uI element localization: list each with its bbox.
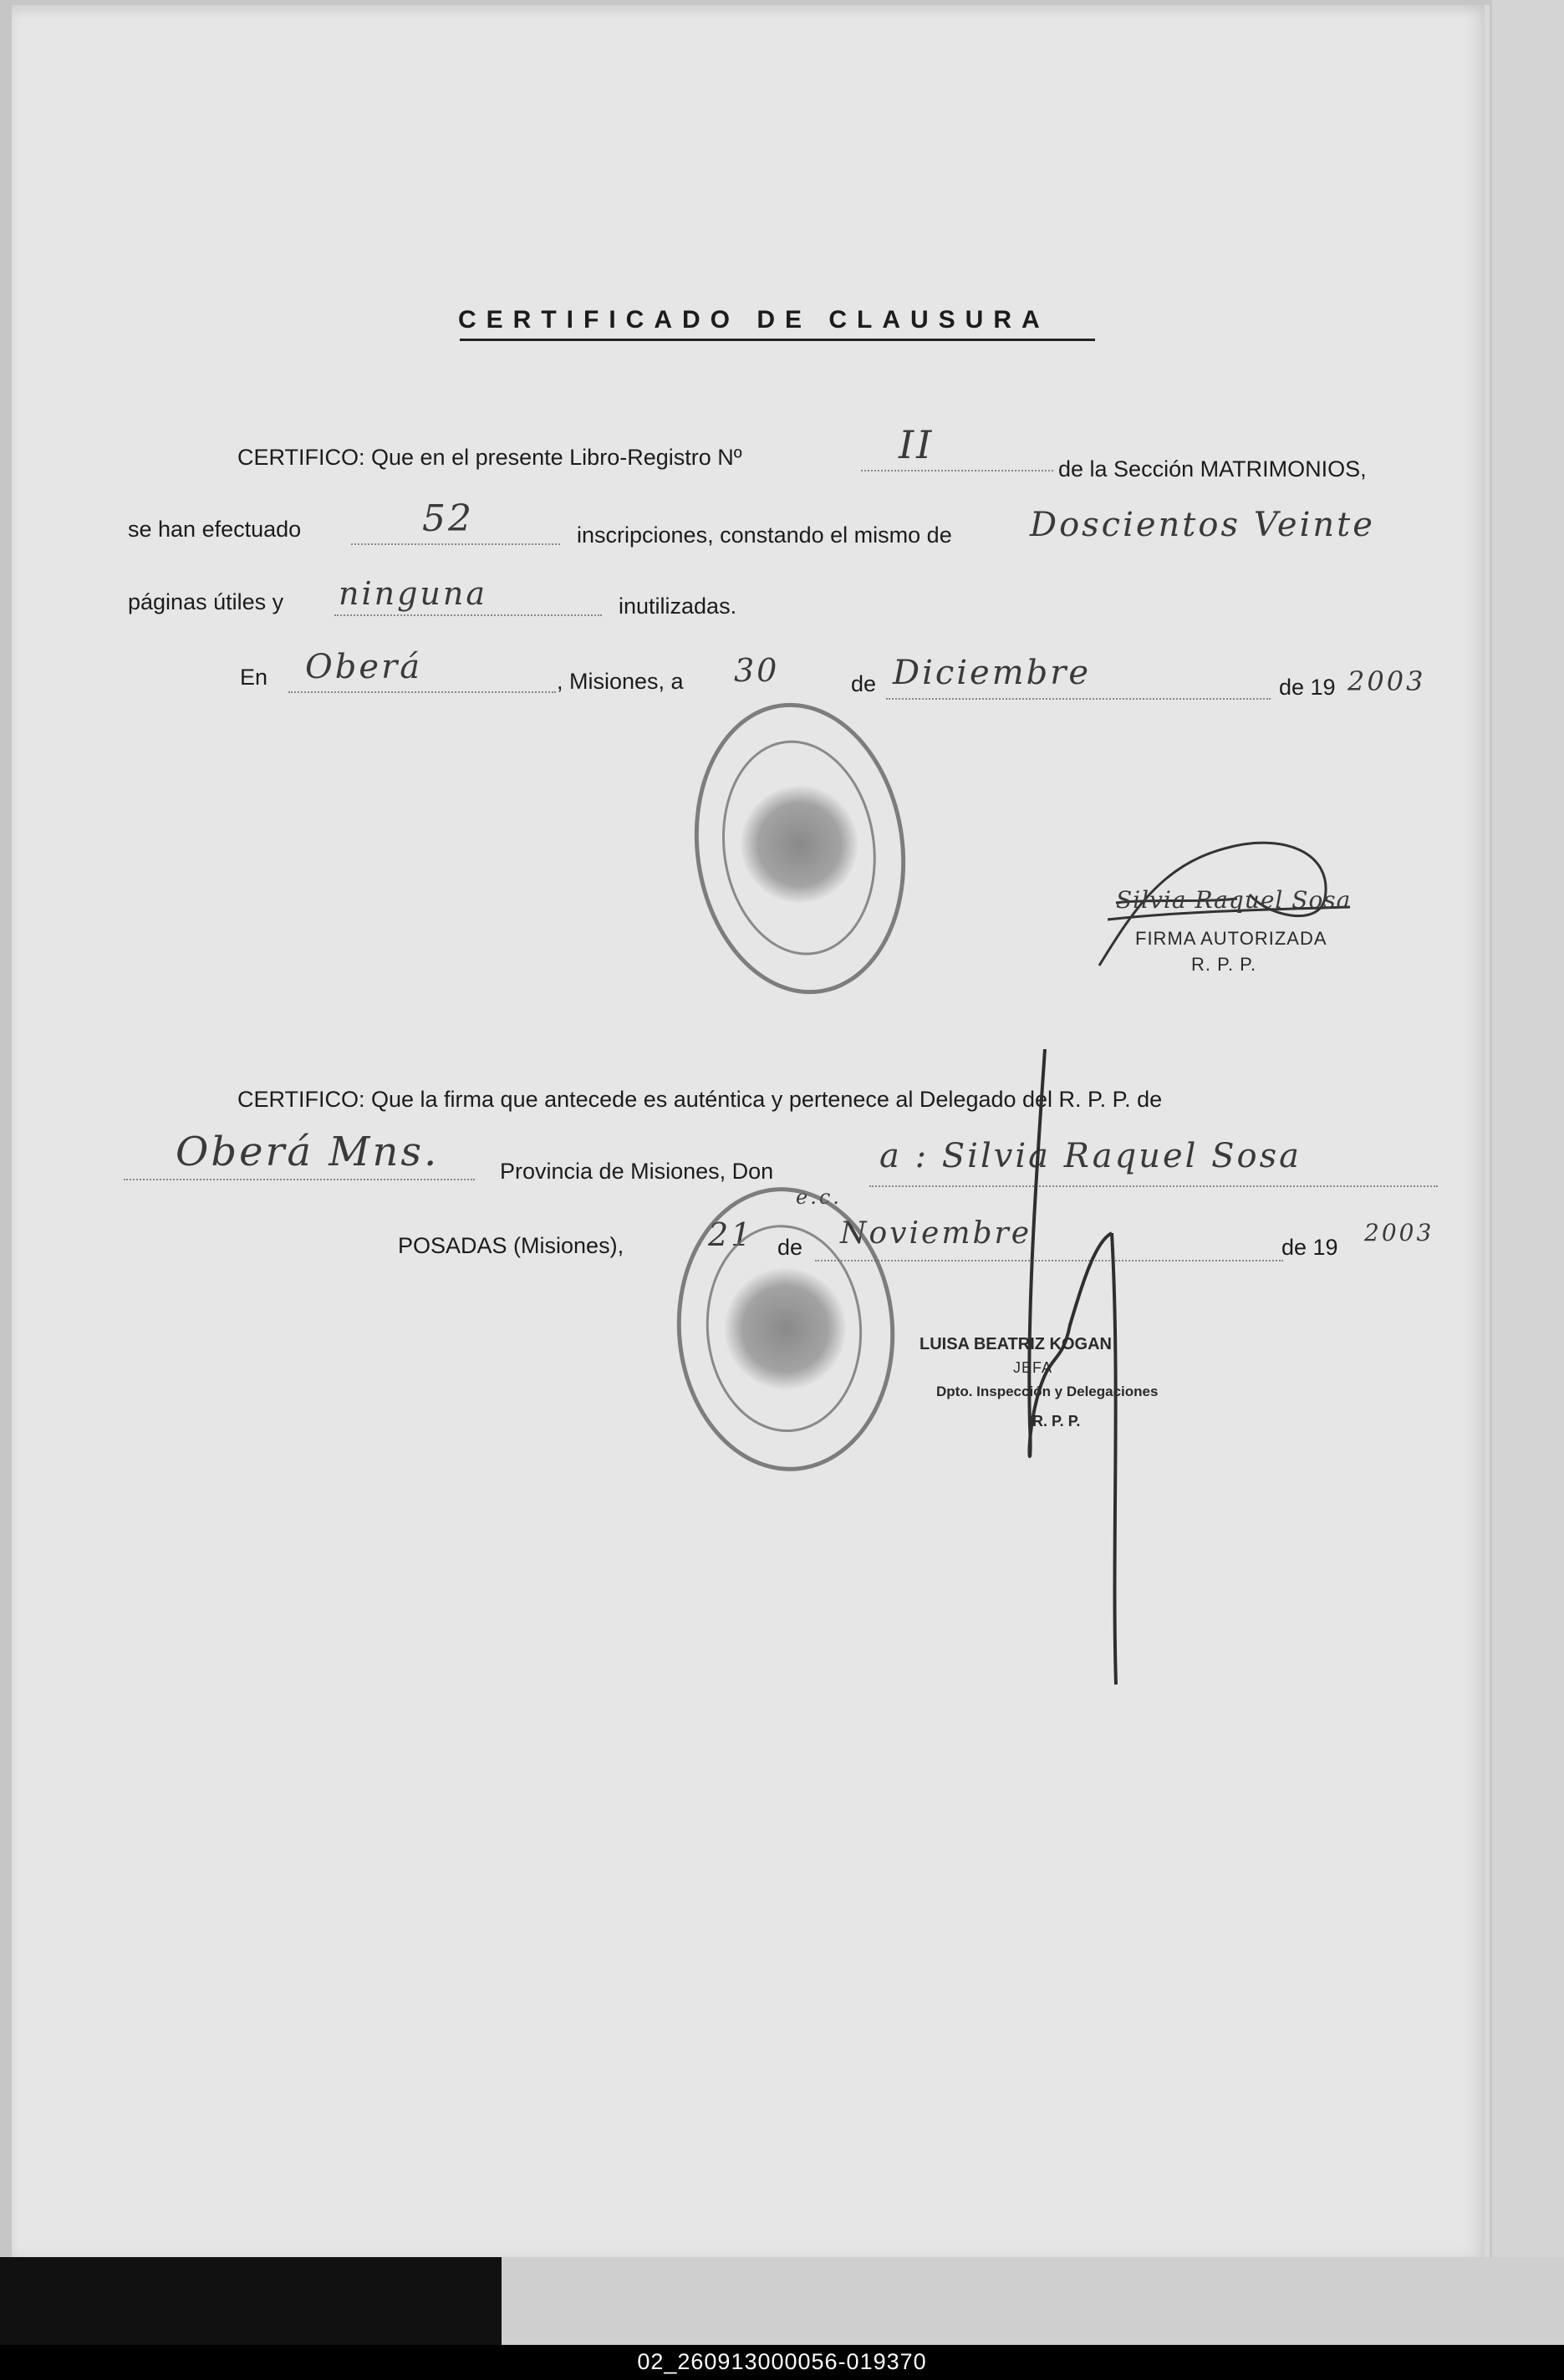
place-blank (288, 691, 556, 693)
signature-1-name: Silvia Raquel Sosa (1116, 886, 1352, 914)
line1-prefix: CERTIFICO: Que en el presente Libro-Registro Nº (237, 445, 742, 470)
section2-day: 21 (708, 1216, 754, 1253)
section2-don-blank (869, 1185, 1438, 1187)
year-prefix: de 19 (1279, 675, 1336, 700)
book-number-blank (861, 470, 1053, 471)
year-value: 2003 (1347, 665, 1426, 697)
title-underline (460, 339, 1095, 341)
book-number: II (899, 422, 935, 467)
pages-count-text: Doscientos Veinte (1030, 506, 1375, 544)
month-prefix: de (851, 671, 877, 696)
month-value: Diciembre (893, 654, 1092, 692)
signature-2-office: R. P. P. (1032, 1413, 1081, 1430)
unused-pages-blank (334, 614, 602, 616)
signature-2-role: JEFA (1013, 1359, 1053, 1376)
unused-pages-text: ninguna (339, 575, 488, 612)
section2-note: e.c. (796, 1185, 842, 1209)
line2-middle: inscripciones, constando el mismo de (577, 522, 952, 548)
section2-line1: CERTIFICO: Que la firma que antecede es auténtica y pertenece al Delegado del R. P. P. de (237, 1087, 1163, 1112)
section2-year-prefix: de 19 (1281, 1235, 1338, 1260)
inscriptions-count: 52 (422, 497, 474, 540)
place-name: Oberá (305, 648, 423, 686)
section2-place-blank (124, 1179, 475, 1180)
section2-year: 2003 (1364, 1219, 1434, 1246)
section2-don-name: a : Silvia Raquel Sosa (879, 1137, 1302, 1175)
section2-place: Oberá Mns. (176, 1129, 440, 1175)
section2-line3-prefix: POSADAS (Misiones), (398, 1233, 624, 1258)
day-value: 30 (734, 652, 780, 689)
line1-suffix: de la Sección MATRIMONIOS, (1058, 456, 1367, 482)
line3-prefix: páginas útiles y (128, 589, 284, 614)
page-edge (1492, 0, 1564, 2332)
place-middle: , Misiones, a (557, 669, 684, 694)
section2-month-prefix: de (777, 1235, 803, 1260)
section2-month: Noviembre (840, 1216, 1032, 1251)
scan-identifier: 02_260913000056-019370 (637, 2349, 927, 2374)
certificate-title: CERTIFICADO DE CLAUSURA (458, 306, 1050, 334)
signature-1-office: R. P. P. (1191, 954, 1257, 975)
signature-1-label: FIRMA AUTORIZADA (1135, 928, 1327, 949)
signature-2-scribble (986, 1049, 1137, 1693)
place-prefix: En (240, 665, 268, 690)
section2-line2-middle: Provincia de Misiones, Don (500, 1159, 774, 1184)
bottom-strip (502, 2257, 1564, 2345)
signature-2-name: LUISA BEATRIZ KOGAN (920, 1335, 1112, 1353)
line2-prefix: se han efectuado (128, 517, 302, 542)
binding-shadow (0, 2257, 502, 2345)
signature-2-dept: Dpto. Inspección y Delegaciones (936, 1384, 1159, 1399)
line3-suffix: inutilizadas. (619, 594, 737, 619)
month-blank (886, 698, 1271, 700)
inscriptions-blank (351, 543, 560, 545)
